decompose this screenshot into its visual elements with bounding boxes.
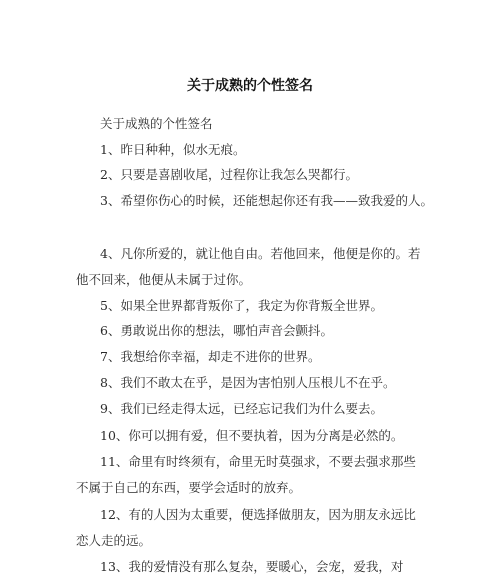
document-title: 关于成熟的个性签名 xyxy=(187,78,313,94)
text-line: 4、凡你所爱的，就让他自由。若他回来，他便是你的。若 xyxy=(100,246,421,261)
text-line: 8、我们不敢太在乎，是因为害怕别人压根儿不在乎。 xyxy=(100,375,396,390)
text-line: 12、有的人因为太重要，便选择做朋友，因为朋友永远比 xyxy=(100,507,416,522)
text-line: 他不回来，他便从未属于过你。 xyxy=(76,272,252,287)
text-line: 2、只要是喜剧收尾，过程你让我怎么哭都行。 xyxy=(100,167,358,182)
text-line: 5、如果全世界都背叛你了，我定为你背叛全世界。 xyxy=(100,298,383,313)
text-line: 11、命里有时终须有，命里无时莫强求，不要去强求那些 xyxy=(100,454,416,469)
text-line: 3、希望你伤心的时候，还能想起你还有我——致我爱的人。 xyxy=(100,193,433,208)
text-line: 1、昨日种种，似水无痕。 xyxy=(100,142,246,157)
text-line: 恋人走的远。 xyxy=(76,533,152,548)
text-line: 13、我的爱情没有那么复杂，要暖心，会宠，爱我，对 xyxy=(100,559,404,574)
text-line: 9、我们已经走得太远，已经忘记我们为什么要去。 xyxy=(100,401,383,416)
text-line: 关于成熟的个性签名 xyxy=(100,116,213,131)
text-line: 7、我想给你幸福，却走不进你的世界。 xyxy=(100,349,321,364)
text-line: 6、勇敢说出你的想法，哪怕声音会颤抖。 xyxy=(100,323,333,338)
text-line: 不属于自己的东西，要学会适时的放弃。 xyxy=(76,480,302,495)
text-line: 10、你可以拥有爱，但不要执着，因为分离是必然的。 xyxy=(100,428,404,443)
